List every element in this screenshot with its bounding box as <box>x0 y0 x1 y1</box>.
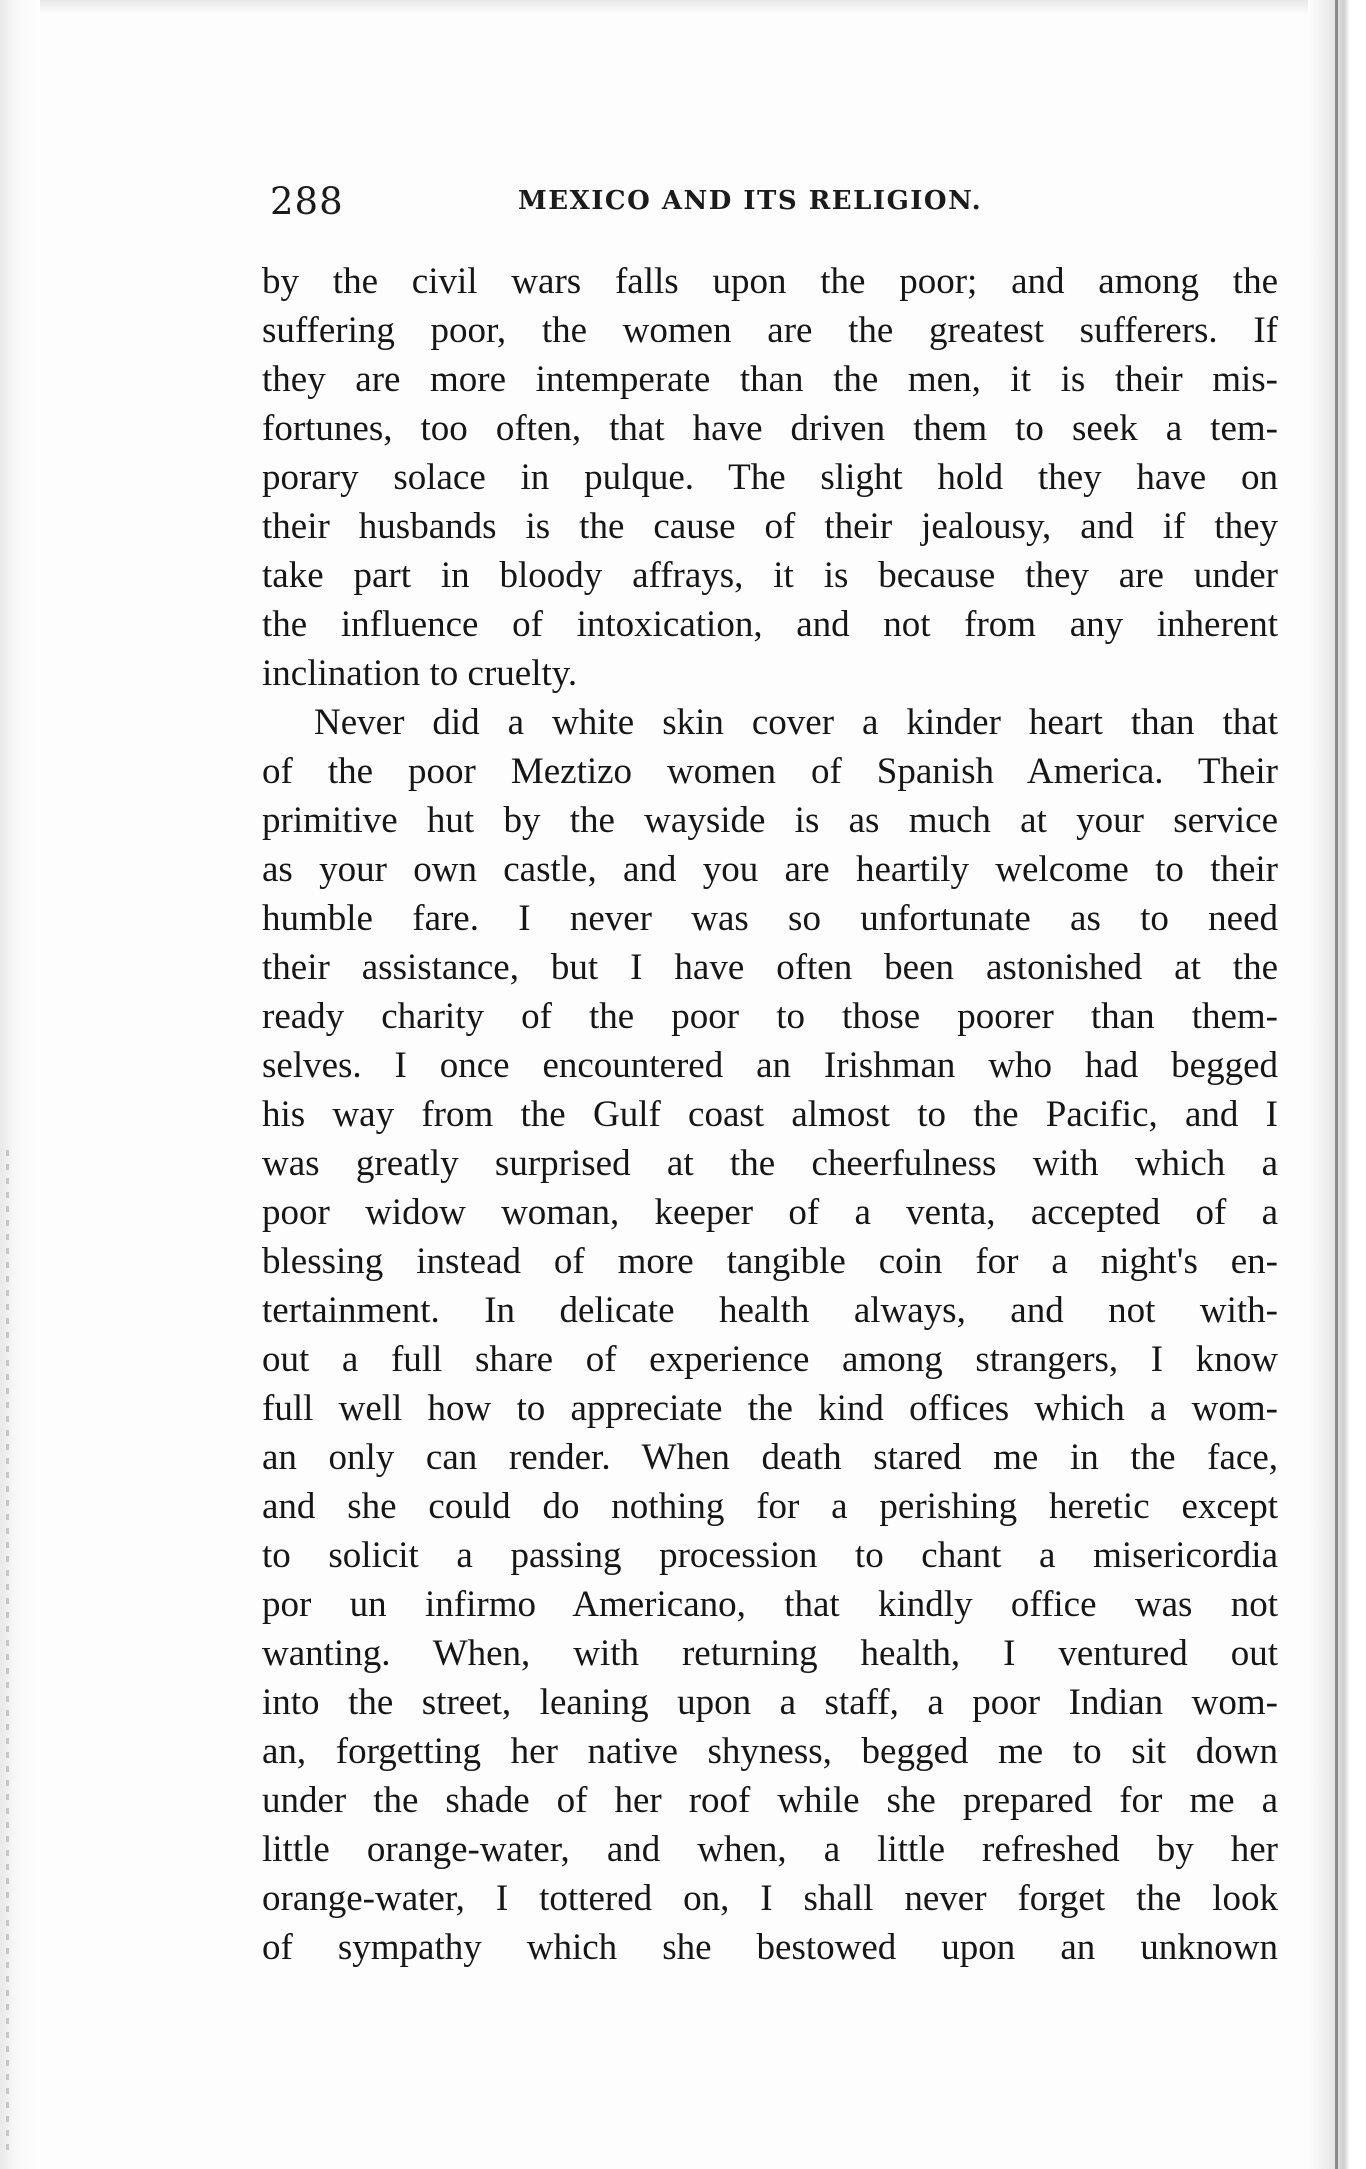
text-line: primitive hut by the wayside is as much at your service <box>262 800 1278 841</box>
text-line: into the street, leaning upon a staff, a poor Indian wom- <box>262 1682 1278 1723</box>
text-line: of sympathy which she bestowed upon an unknown <box>262 1927 1278 1968</box>
text-line: their assistance, but I have often been astonished at the <box>262 947 1278 988</box>
text-line: take part in bloody affrays, it is because they are under <box>262 555 1278 596</box>
running-title: MEXICO AND ITS RELIGION. <box>518 186 983 216</box>
text-line: por un infirmo Americano, that kindly office was not <box>262 1584 1278 1625</box>
text-line: out a full share of experience among strangers, I know <box>262 1339 1278 1380</box>
text-line: their husbands is the cause of their jealousy, and if they <box>262 506 1278 547</box>
page-edge-shadow <box>1335 0 1338 2169</box>
text-line: orange-water, I tottered on, I shall never forget the look <box>262 1878 1278 1919</box>
text-line: fortunes, too often, that have driven them to seek a tem- <box>262 408 1278 449</box>
text-line: was greatly surprised at the cheerfulness with which a <box>262 1143 1278 1184</box>
text-line: humble fare. I never was so unfortunate as to need <box>262 898 1278 939</box>
text-line: selves. I once encountered an Irishman who had begged <box>262 1045 1278 1086</box>
running-head <box>270 180 1270 240</box>
text-line: as your own castle, and you are heartily welcome to their <box>262 849 1278 890</box>
text-line: of the poor Meztizo women of Spanish America. Their <box>262 751 1278 792</box>
text-line: they are more intemperate than the men, it is their mis- <box>262 359 1278 400</box>
text-line: wanting. When, with returning health, I ventured out <box>262 1633 1278 1674</box>
text-line: poor widow woman, keeper of a venta, accepted of a <box>262 1192 1278 1233</box>
text-line: tertainment. In delicate health always, and not with- <box>262 1290 1278 1331</box>
text-line: an only can render. When death stared me in the face, <box>262 1437 1278 1478</box>
page-top-edge <box>0 0 1366 14</box>
text-line: the influence of intoxication, and not from any inherent <box>262 604 1278 645</box>
text-line: his way from the Gulf coast almost to the Pacific, and I <box>262 1094 1278 1135</box>
paragraph-first-line: Never did a white skin cover a kinder heart than that <box>314 702 1278 743</box>
page-number: 288 <box>270 180 344 223</box>
text-line: porary solace in pulque. The slight hold they have on <box>262 457 1278 498</box>
text-line: blessing instead of more tangible coin for a night's en- <box>262 1241 1278 1282</box>
paragraph-end-line: inclination to cruelty. <box>262 653 578 694</box>
text-line: full well how to appreciate the kind offices which a wom- <box>262 1388 1278 1429</box>
body-text <box>262 257 1278 1972</box>
text-line: an, forgetting her native shyness, begged me to sit down <box>262 1731 1278 1772</box>
text-line: ready charity of the poor to those poorer than them- <box>262 996 1278 1037</box>
text-line: little orange-water, and when, a little refreshed by her <box>262 1829 1278 1870</box>
text-line: and she could do nothing for a perishing heretic except <box>262 1486 1278 1527</box>
text-line: to solicit a passing procession to chant a misericordia <box>262 1535 1278 1576</box>
text-line: by the civil wars falls upon the poor; and among the <box>262 261 1278 302</box>
page-gutter-edge <box>0 0 40 2169</box>
text-line: under the shade of her roof while she prepared for me a <box>262 1780 1278 1821</box>
text-line: suffering poor, the women are the greatest sufferers. If <box>262 310 1278 351</box>
